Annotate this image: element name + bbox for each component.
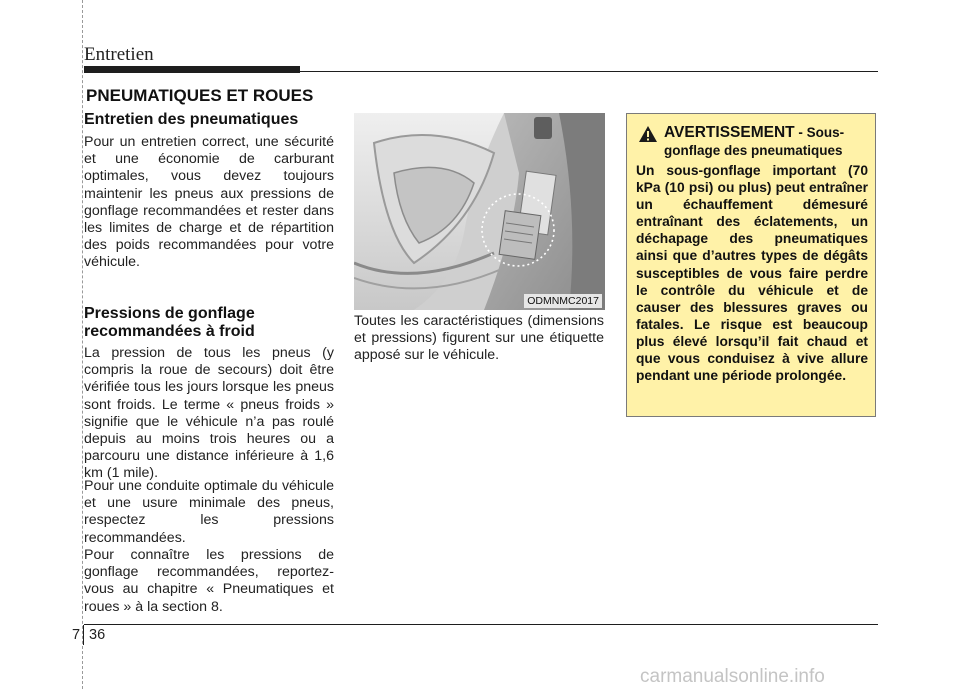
warning-box <box>626 113 876 417</box>
footer-divider <box>83 625 84 645</box>
door-jamb-illustration <box>354 113 605 310</box>
warning-title-sub: Sous- <box>806 125 845 140</box>
section-title: PNEUMATIQUES ET ROUES <box>86 86 314 105</box>
warning-title-main: AVERTISSEMENT <box>664 124 795 141</box>
warning-triangle-icon <box>638 125 658 143</box>
header-title: Entretien <box>84 44 154 65</box>
margin-dashed-line <box>82 0 83 689</box>
warning-subtitle: gonflage des pneumatiques <box>664 143 843 158</box>
pressions-heading-line2: recommandées à froid <box>84 323 255 340</box>
entretien-heading: Entretien des pneumatiques <box>84 111 299 128</box>
warning-body: Un sous-gonflage important (70 kPa (10 psi) ou plus) peut entraîner un échauffement démesuré entraînant des éclatements, un déchapage des pneumatiques ainsi que d’autres types de dégâts susceptibles de vous faire perdre le contrôle du véhicule et de causer des blessures graves ou fatales. Le risque est beaucoup plus élevé lorsqu’il fait chaud et que vous conduisez à vive allure pendant une période prolongée. <box>636 163 868 384</box>
header-bar <box>84 66 300 73</box>
pressions-paragraph-1: La pression de tous les pneus (y compris la roue de secours) doit être vérifiée tous les jours lorsque les pneus sont froids. Le terme « pneus froids » signifie que le véhicule n’a pas roulé depuis au moins trois heures ou a parcouru une distance inférieure à 1,6 km (1 mile). <box>84 345 334 482</box>
pressions-paragraph-2: Pour une conduite optimale du véhicule et une usure minimale des pneus, respectez les pressions recommandées. <box>84 478 334 546</box>
pressions-heading-line1: Pressions de gonflage <box>84 305 255 322</box>
photo-caption: ODMNMC2017 <box>524 294 602 308</box>
label-caption-paragraph: Toutes les caractéristiques (dimensions et pressions) figurent sur une étiquette apposé sur le véhicule. <box>354 313 604 364</box>
pressions-paragraph-3: Pour connaître les pressions de gonflage recommandées, reportez-vous au chapitre « Pneumatiques et roues » à la section 8. <box>84 547 334 615</box>
tire-label-photo <box>354 113 605 310</box>
header-rule <box>300 71 878 72</box>
footer-page-number: 36 <box>89 627 106 643</box>
pressions-heading <box>84 305 334 341</box>
footer-chapter-number: 7 <box>72 627 81 643</box>
warning-title-sep: - <box>794 125 807 140</box>
entretien-paragraph: Pour un entretien correct, une sécurité et une économie de carburant optimales, vous devez toujours maintenir les pneus aux pressions de gonflage recommandées et rester dans les limites de charge et de répartition des poids recommandées pour votre véhicule. <box>84 134 334 271</box>
warning-title <box>664 124 844 142</box>
watermark: carmanualsonline.info <box>640 666 825 687</box>
footer-rule <box>84 624 878 625</box>
